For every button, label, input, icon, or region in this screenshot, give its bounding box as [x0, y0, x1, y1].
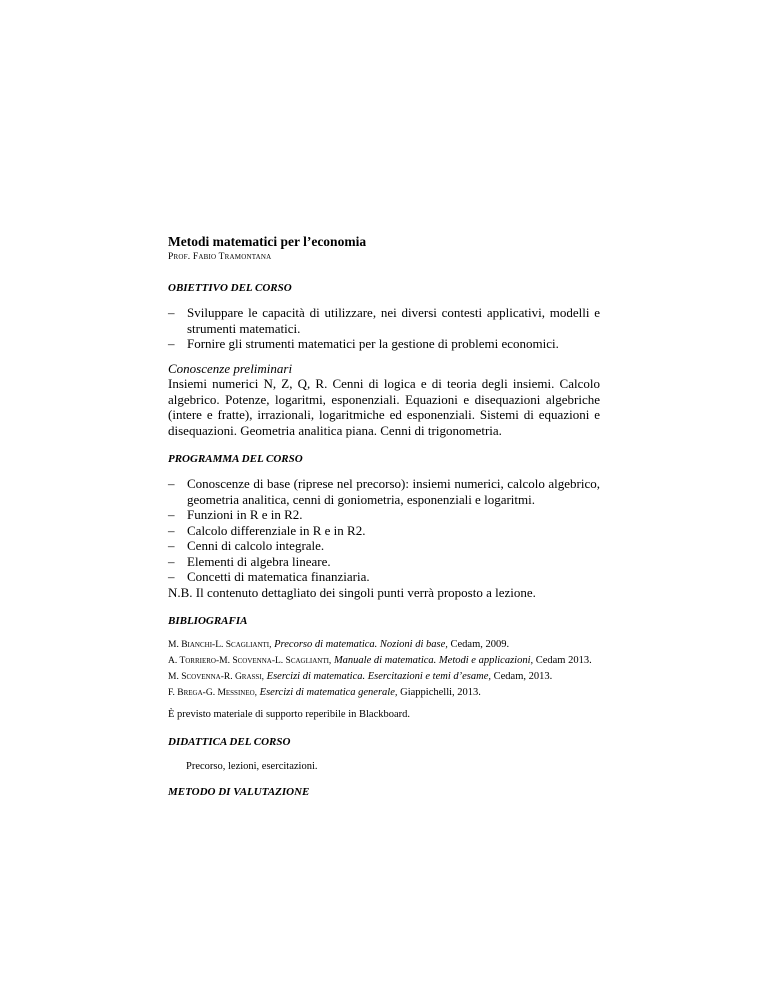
bibliography-note: È previsto materiale di supporto reperibile in Blackboard.: [168, 709, 411, 720]
dash-bullet: –: [168, 522, 175, 538]
bib-title: Manuale di matematica. Metodi e applicazioni,: [333, 655, 534, 666]
list-item: [168, 507, 600, 523]
list-item: [168, 538, 600, 554]
bib-title: Esercizi di matematica. Esercitazioni e temi d’esame,: [266, 671, 491, 682]
heading-didattica: DIDATTICA DEL CORSO: [168, 736, 291, 748]
list-item-text: Calcolo differenziale in R e in R2.: [187, 522, 366, 538]
list-item: [168, 476, 600, 507]
bib-authors: A. Torriero-M. Scovenna-L. Scaglianti,: [168, 656, 332, 666]
bib-publisher: Cedam, 2013.: [493, 671, 553, 682]
professor-name: Prof. Fabio Tramontana: [168, 252, 272, 262]
dash-bullet: –: [168, 569, 175, 584]
bibliography-entry: [168, 654, 600, 668]
bib-authors: M. Scovenna-R. Grassi,: [168, 672, 265, 682]
dash-bullet: –: [168, 553, 175, 569]
list-item: [168, 554, 600, 570]
list-item-text: Concetti di matematica finanziaria.: [187, 569, 370, 584]
bibliography-list: [168, 638, 600, 700]
dash-bullet: –: [168, 336, 175, 351]
list-item-text: Sviluppare le capacità di utilizzare, nei diversi contesti applicativi, modelli e strumenti matematici.: [187, 305, 600, 336]
list-item: [168, 569, 600, 585]
course-title: Metodi matematici per l’economia: [168, 234, 367, 249]
heading-obiettivo: OBIETTIVO DEL CORSO: [168, 282, 292, 294]
programma-list: [168, 476, 600, 585]
conoscenze-text: Insiemi numerici N, Z, Q, R. Cenni di logica e di teoria degli insiemi. Calcolo algebrico. Potenze, logaritmi, esponenziali. Equazioni e disequazioni algebriche (intere e fratte), irrazionali, logaritmiche ed esponenziali. Sistemi di equazioni e disequazioni. Geometria analitica piana. Cenni di trigonometria.: [168, 376, 600, 438]
obiettivo-list: [168, 305, 600, 352]
programma-note: N.B. Il contenuto dettagliato dei singoli punti verrà proposto a lezione.: [168, 584, 536, 600]
didattica-text: Precorso, lezioni, esercitazioni.: [186, 761, 318, 772]
list-item: [168, 523, 600, 539]
bib-publisher: Cedam 2013.: [535, 655, 592, 666]
bib-authors: M. Bianchi-L. Scaglianti,: [168, 640, 272, 650]
bib-publisher: Giappichelli, 2013.: [400, 687, 481, 698]
bibliography-entry: [168, 686, 600, 700]
course-page: [168, 234, 600, 799]
bib-authors: F. Brega-G. Messineo,: [168, 688, 258, 698]
heading-programma: PROGRAMMA DEL CORSO: [168, 453, 303, 465]
dash-bullet: –: [168, 476, 175, 491]
dash-bullet: –: [168, 507, 175, 522]
subheading-conoscenze: Conoscenze preliminari: [168, 360, 293, 376]
dash-bullet: –: [168, 538, 175, 553]
list-item-text: Funzioni in R e in R2.: [187, 507, 303, 522]
bibliography-entry: [168, 638, 600, 652]
bib-title: Precorso di matematica. Nozioni di base,: [274, 639, 448, 650]
heading-bibliografia: BIBLIOGRAFIA: [168, 615, 248, 627]
list-item: [168, 305, 600, 336]
list-item-text: Cenni di calcolo integrale.: [187, 538, 325, 553]
heading-metodo: METODO DI VALUTAZIONE: [168, 786, 310, 798]
list-item-text: Fornire gli strumenti matematici per la gestione di problemi economici.: [187, 336, 559, 351]
list-item-text: Elementi di algebra lineare.: [187, 553, 331, 569]
dash-bullet: –: [168, 305, 175, 320]
bib-publisher: Cedam, 2009.: [450, 639, 510, 650]
bib-title: Esercizi di matematica generale,: [259, 687, 398, 698]
list-item-text: Conoscenze di base (riprese nel precorso): insiemi numerici, calcolo algebrico, geometria analitica, cenni di goniometria, esponenziali e logaritmi.: [187, 476, 600, 507]
bibliography-entry: [168, 670, 600, 684]
list-item: [168, 336, 600, 352]
